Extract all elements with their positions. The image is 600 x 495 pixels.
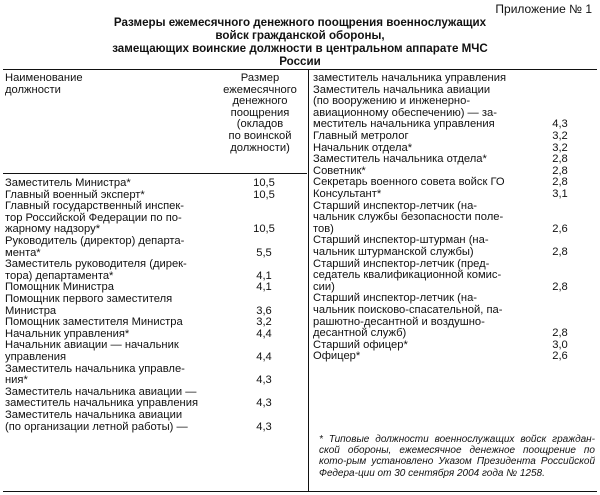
position-name-line: Заместитель начальника авиации: [5, 409, 183, 421]
bonus-value: 3,2: [552, 141, 568, 154]
position-name-line: Офицер*: [313, 350, 361, 363]
table-row: [3, 201, 303, 236]
position-name-line: чальник штурманской службы): [313, 245, 474, 258]
header-value-line: денежного: [232, 95, 288, 108]
table-row: [311, 235, 597, 258]
bonus-value: 10,5: [253, 177, 275, 189]
bonus-value: 2,8: [552, 280, 568, 293]
bonus-value: 2,8: [552, 176, 568, 189]
table-row: [3, 364, 303, 387]
bonus-value: 4,4: [256, 350, 272, 363]
bonus-value: 4,4: [256, 327, 272, 340]
position-name-line: жарному надзору*: [5, 223, 101, 236]
position-name-line: Начальник авиации — начальник: [5, 339, 179, 352]
bonus-value: 2,8: [552, 327, 568, 340]
position-name: [313, 73, 542, 85]
title-line: войск гражданской обороны,: [215, 29, 385, 42]
table-row: [3, 410, 303, 433]
position-name-line: сии): [313, 280, 335, 293]
header-value-line: ежемесячного: [223, 83, 297, 96]
bonus-value: 3,1: [552, 188, 568, 200]
table-row: [3, 178, 303, 190]
position-name-line: Помощник Министра: [5, 281, 114, 294]
position-name: [5, 410, 233, 433]
position-name-line: управления: [5, 350, 67, 363]
bonus-value: 3,0: [552, 338, 568, 351]
header-name-cell: [5, 73, 215, 96]
position-name: [313, 131, 542, 143]
header-name-line: Наименование: [5, 72, 83, 84]
position-name-line: Начальник управления*: [5, 327, 130, 340]
bonus-value: 3,6: [256, 304, 272, 317]
bonus-value: 2,6: [552, 350, 568, 363]
table-row: [311, 351, 597, 363]
table-row: [3, 387, 303, 410]
bonus-value: 4,3: [256, 374, 272, 387]
position-name-line: Советник*: [313, 164, 366, 177]
position-name: [5, 364, 233, 387]
document-title: [90, 16, 510, 68]
header-value-line: поощрения: [230, 106, 290, 119]
header-value-line: должности): [230, 141, 290, 154]
table-row: [311, 293, 597, 339]
position-name-line: Главный военный эксперт*: [5, 188, 145, 201]
table-row: [3, 340, 303, 363]
position-name-line: Руководитель (директор) департа-: [5, 235, 185, 247]
position-name-line: чальник поисково-спасательной, па-: [313, 303, 503, 316]
position-name: [5, 259, 233, 282]
bonus-value: 2,6: [552, 222, 568, 235]
bonus-value: 2,8: [552, 164, 568, 177]
bonus-value: 3,2: [256, 316, 272, 329]
position-name-line: Заместитель начальника авиации: [313, 83, 491, 96]
column-divider: [308, 70, 309, 491]
bonus-value: 10,5: [253, 188, 275, 201]
position-name-line: заместитель начальника управления: [313, 72, 507, 84]
header-value-line: (окладов: [236, 118, 284, 131]
header-name-line: должности: [5, 83, 61, 96]
position-name-line: мента*: [5, 246, 41, 259]
position-name: [5, 294, 233, 317]
position-name: [313, 293, 542, 339]
footnote: * Типовые должности военнослужащих войск граждан-ской обороны, ежемесячное денежное поощрение по кото-рым установлено Указом Президента Российской Федера-ции от 30 сентября 2004 года № 1258.: [319, 434, 595, 479]
position-name-line: (по организации летной работы) —: [5, 420, 188, 433]
position-name-line: Помощник первого заместителя: [5, 293, 173, 305]
position-name-line: Главный метролог: [313, 130, 409, 142]
position-name-line: Старший инспектор-летчик (на-: [313, 199, 478, 212]
position-name: [313, 351, 542, 363]
header-value-line: Размер: [240, 72, 280, 84]
position-name-line: Консультант*: [313, 188, 382, 200]
position-name-line: Старший офицер*: [313, 338, 408, 351]
position-name: [313, 259, 542, 294]
position-name-line: Старший инспектор-летчик (пред-: [313, 257, 490, 270]
position-name: [5, 201, 233, 236]
appendix-label: Приложение № 1: [495, 2, 592, 16]
bonus-value: 4,3: [256, 397, 272, 410]
position-name-line: седатель квалификационной комис-: [313, 269, 502, 282]
position-name-line: тор Российской Федерации по по-: [5, 211, 182, 224]
header-value-line: по воинской: [228, 129, 292, 142]
position-name-line: меститель начальника управления: [313, 118, 495, 131]
position-name: [313, 85, 542, 131]
position-name-line: Помощник заместителя Министра: [5, 316, 183, 329]
position-name-line: Старший инспектор-штурман (на-: [313, 234, 489, 247]
position-name-line: ния*: [5, 374, 28, 387]
header-divider: [3, 173, 307, 174]
table-row: [311, 131, 597, 143]
bonus-value: 4,3: [256, 420, 272, 433]
table-row: [3, 236, 303, 259]
position-name-line: Министра: [5, 304, 57, 317]
position-name: [313, 189, 542, 201]
table-header: [3, 73, 303, 169]
position-name: [5, 387, 233, 410]
position-name-line: авиационному обеспечению) — за-: [313, 106, 497, 119]
bonus-value: 5,5: [256, 246, 272, 259]
title-line: замещающих воинские должности в центральном аппарате МЧС России: [112, 42, 488, 68]
position-name-line: Главный государственный инспек-: [5, 200, 184, 213]
position-name-line: чальник службы безопасности поле-: [313, 211, 504, 224]
table-row: [311, 73, 597, 85]
position-name-line: Заместитель руководителя (дирек-: [5, 258, 187, 271]
position-name: [313, 235, 542, 258]
position-name: [5, 340, 233, 363]
position-name: [313, 201, 542, 236]
position-name-line: Начальник отдела*: [313, 141, 413, 154]
positions-table: [3, 69, 597, 492]
position-name-line: Заместитель начальника отдела*: [313, 153, 487, 166]
table-row: [311, 189, 597, 201]
table-row: [3, 294, 303, 317]
table-row: [311, 259, 597, 294]
bonus-value: 4,1: [256, 281, 272, 294]
position-name-line: (по вооружению и инженерно-: [313, 95, 471, 108]
position-name-line: десантной служб): [313, 327, 407, 340]
title-line: Размеры ежемесячного денежного поощрения военнослужащих: [113, 16, 487, 29]
header-value-cell: [217, 73, 303, 154]
position-name-line: Секретарь военного совета войск ГО: [313, 176, 505, 189]
position-name-line: Заместитель Министра*: [5, 177, 131, 189]
bonus-value: 2,8: [552, 153, 568, 166]
position-name-line: Заместитель начальника авиации —: [5, 385, 197, 398]
table-row: [3, 259, 303, 282]
bonus-value: 3,2: [552, 130, 568, 142]
table-row: [311, 85, 597, 131]
table-row: [311, 201, 597, 236]
position-name-line: рашютно-десантной и воздушно-: [313, 315, 485, 328]
position-name-line: Заместитель начальника управле-: [5, 362, 185, 375]
bonus-value: 4,3: [552, 118, 568, 131]
bonus-value: 4,1: [256, 269, 272, 282]
position-name: [5, 178, 233, 190]
position-name-line: тов): [313, 222, 334, 235]
position-name-line: тора) департамента*: [5, 269, 114, 282]
position-name-line: заместитель начальника управления: [5, 397, 199, 410]
position-name: [5, 236, 233, 259]
position-name-line: Старший инспектор-летчик (на-: [313, 292, 478, 305]
bonus-value: 10,5: [253, 223, 275, 236]
bonus-value: 2,8: [552, 245, 568, 258]
